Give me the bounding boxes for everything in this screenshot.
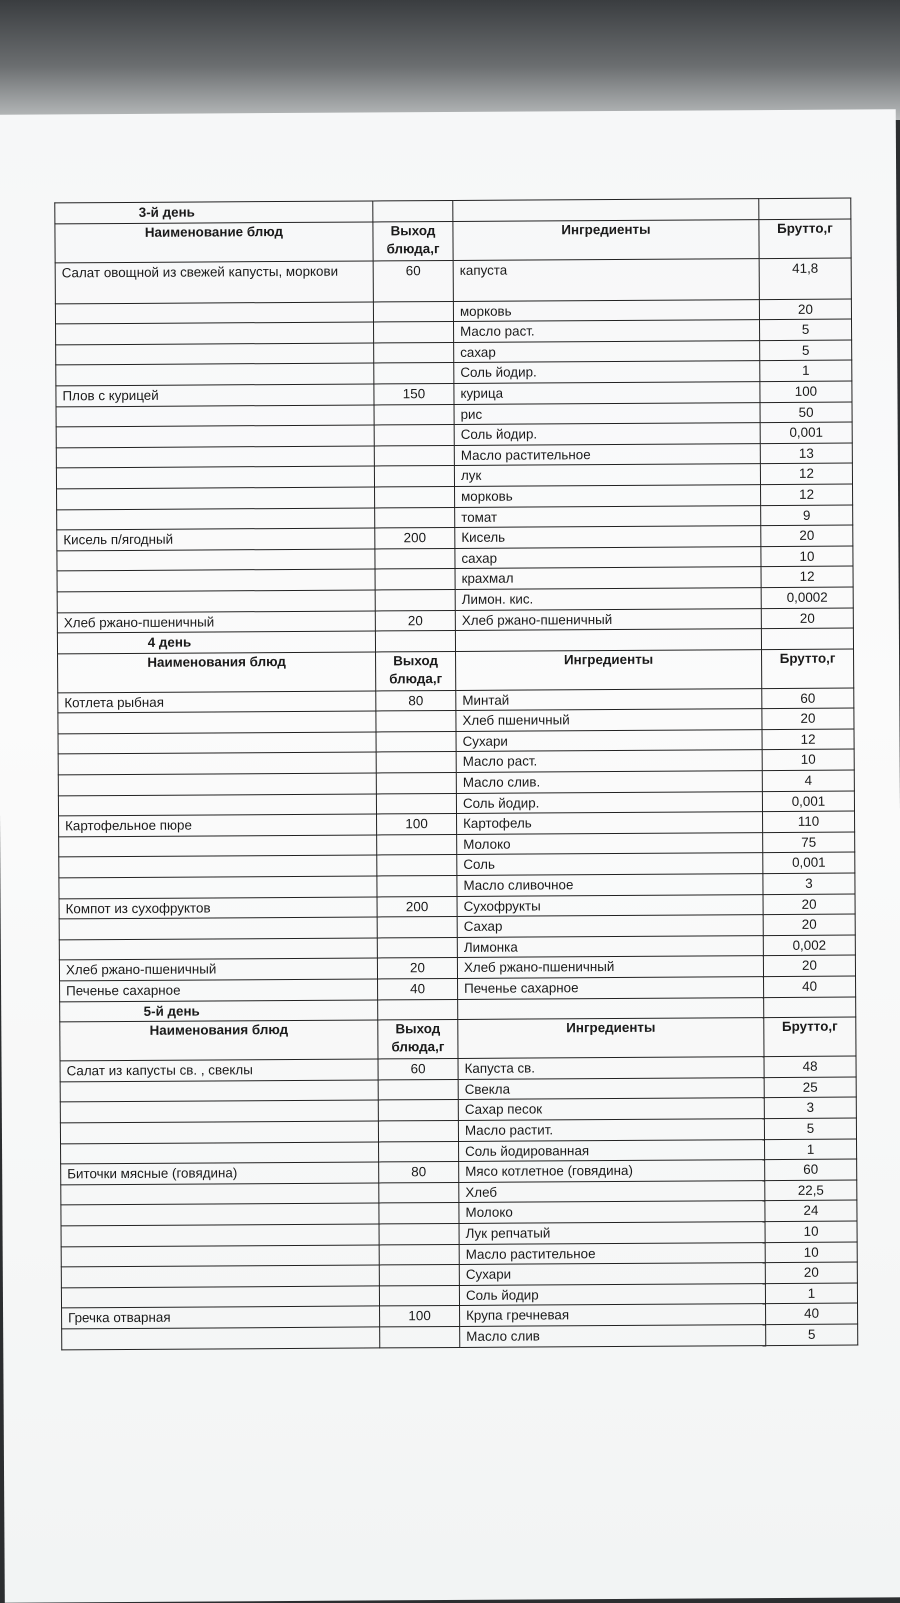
- empty-cell: [453, 199, 759, 221]
- ingredient-brutto: 5: [764, 1118, 856, 1139]
- ingredient-brutto: 10: [762, 749, 854, 770]
- ingredient-name: Соль йодир.: [454, 361, 760, 383]
- ingredient-brutto: 41,8: [759, 258, 851, 300]
- day-title: 5-й день: [60, 1000, 378, 1023]
- ingredient-name: Соль йодир.: [456, 791, 762, 813]
- dish-yield: 20: [377, 958, 457, 979]
- dish-yield: 100: [377, 814, 457, 835]
- dish-name: [61, 1244, 379, 1267]
- ingredient-brutto: 100: [760, 381, 852, 402]
- ingredient-brutto: 0,001: [763, 852, 855, 873]
- ingredient-brutto: 20: [763, 914, 855, 935]
- dish-name: [61, 1224, 379, 1247]
- ingredient-brutto: 12: [761, 484, 853, 505]
- ingredient-name: Хлеб ржано-пшеничный: [457, 956, 763, 978]
- ingredient-name: лук: [454, 464, 760, 486]
- ingredient-brutto: 40: [766, 1303, 858, 1324]
- ingredient-name: Соль: [457, 853, 763, 875]
- dish-name: [58, 711, 376, 734]
- ingredient-name: Хлеб: [459, 1180, 765, 1202]
- ingredient-name: Картофель: [457, 812, 763, 834]
- ingredient-name: курица: [454, 382, 760, 404]
- dish-yield: [375, 507, 455, 528]
- dish-name: [59, 876, 377, 899]
- dish-yield: 20: [375, 610, 455, 631]
- ingredient-name: морковь: [453, 299, 759, 321]
- ingredient-name: Сахар: [457, 915, 763, 937]
- dish-name: [61, 1265, 379, 1288]
- dish-yield: 80: [379, 1162, 459, 1183]
- header-brutto: Брутто,г: [762, 649, 854, 689]
- ingredient-name: Лимонка: [457, 935, 763, 957]
- dish-name: [56, 343, 374, 366]
- menu-table: [54, 198, 858, 1350]
- ingredient-name: Хлеб пшеничный: [456, 709, 762, 731]
- ingredient-name: Сухофрукты: [457, 894, 763, 916]
- header-brutto: Брутто,г: [759, 219, 851, 259]
- ingredient-brutto: 10: [761, 546, 853, 567]
- ingredient-brutto: 24: [765, 1200, 857, 1221]
- dish-yield: [378, 1120, 458, 1141]
- ingredient-brutto: 20: [763, 955, 855, 976]
- ingredient-brutto: 0,002: [763, 935, 855, 956]
- dish-yield: 150: [374, 383, 454, 404]
- day-title: 3-й день: [55, 201, 373, 224]
- dish-yield: [379, 1244, 459, 1265]
- dish-yield: [378, 1100, 458, 1121]
- header-dish: Наименования блюд: [58, 652, 376, 693]
- ingredient-brutto: 5: [760, 340, 852, 361]
- ingredient-name: Молоко: [457, 832, 763, 854]
- dish-name: Салат из капусты св. , свеклы: [60, 1059, 378, 1082]
- dish-yield: [376, 773, 456, 794]
- ingredient-brutto: 3: [764, 1097, 856, 1118]
- dish-name: [62, 1327, 380, 1350]
- dish-yield: [375, 548, 455, 569]
- ingredient-brutto: 20: [761, 608, 853, 629]
- dish-yield: [375, 589, 455, 610]
- ingredient-name: Соль йодированная: [459, 1139, 765, 1161]
- dish-name: Плов с курицей: [56, 384, 374, 407]
- header-yield: Выход блюда,г: [376, 651, 456, 690]
- dish-name: [56, 322, 374, 345]
- dish-yield: [379, 1203, 459, 1224]
- empty-cell: [378, 999, 458, 1020]
- ingredient-name: Масло растительное: [454, 443, 760, 465]
- dish-yield: [380, 1326, 460, 1347]
- dish-name: Картофельное пюре: [59, 814, 377, 837]
- dish-name: [57, 590, 375, 613]
- ingredient-name: Сахар песок: [458, 1098, 764, 1120]
- ingredient-name: Минтай: [456, 688, 762, 710]
- dish-name: [58, 732, 376, 755]
- dish-name: [56, 363, 374, 386]
- ingredient-name: Соль йодир.: [454, 423, 760, 445]
- header-dish: Наименования блюд: [60, 1020, 378, 1061]
- ingredient-name: Сухари: [456, 729, 762, 751]
- dish-yield: [373, 301, 453, 322]
- header-dish: Наименование блюд: [55, 222, 373, 263]
- dish-name: [56, 425, 374, 448]
- ingredient-name: капуста: [453, 258, 759, 301]
- dish-yield: [374, 342, 454, 363]
- empty-cell: [373, 200, 453, 221]
- ingredient-brutto: 1: [765, 1283, 857, 1304]
- ingredient-brutto: 0,001: [760, 422, 852, 443]
- ingredient-name: Масло раст.: [456, 750, 762, 772]
- ingredient-brutto: 3: [763, 873, 855, 894]
- ingredient-name: Масло слив: [460, 1324, 766, 1346]
- ingredient-brutto: 60: [762, 688, 854, 709]
- ingredient-name: Кисель: [455, 526, 761, 548]
- ingredient-name: морковь: [455, 485, 761, 507]
- ingredient-brutto: 4: [762, 770, 854, 791]
- dish-name: [60, 1080, 378, 1103]
- ingredient-name: сахар: [455, 546, 761, 568]
- dish-name: [61, 1142, 379, 1165]
- dish-yield: [374, 425, 454, 446]
- dish-name: [59, 938, 377, 961]
- ingredient-brutto: 50: [760, 402, 852, 423]
- dish-yield: [376, 731, 456, 752]
- ingredient-name: Свекла: [458, 1077, 764, 1099]
- dish-yield: [376, 793, 456, 814]
- ingredient-brutto: 20: [765, 1262, 857, 1283]
- dish-yield: [377, 937, 457, 958]
- header-ingredients: Ингредиенты: [458, 1018, 764, 1059]
- header-ingredients: Ингредиенты: [456, 649, 762, 690]
- ingredient-brutto: 22,5: [765, 1180, 857, 1201]
- ingredient-name: Хлеб ржано-пшеничный: [455, 608, 761, 630]
- dish-yield: [374, 404, 454, 425]
- empty-cell: [455, 629, 761, 651]
- dish-name: [58, 773, 376, 796]
- dish-name: [60, 1100, 378, 1123]
- ingredient-brutto: 1: [765, 1139, 857, 1160]
- empty-cell: [458, 997, 764, 1019]
- dish-yield: [375, 486, 455, 507]
- ingredient-name: Лимон. кис.: [455, 588, 761, 610]
- ingredient-brutto: 9: [761, 505, 853, 526]
- ingredient-brutto: 12: [760, 463, 852, 484]
- ingredient-name: Сухари: [459, 1263, 765, 1285]
- dish-yield: 100: [380, 1306, 460, 1327]
- ingredient-name: Масло слив.: [456, 771, 762, 793]
- dish-yield: 60: [373, 260, 453, 301]
- header-row: [60, 1017, 856, 1061]
- dish-yield: 40: [378, 978, 458, 999]
- dish-name: [60, 1121, 378, 1144]
- header-row: [58, 649, 854, 693]
- ingredient-brutto: 10: [765, 1242, 857, 1263]
- dish-name: [59, 835, 377, 858]
- ingredient-brutto: 20: [763, 894, 855, 915]
- dish-name: [57, 507, 375, 530]
- dish-name: Биточки мясные (говядина): [61, 1162, 379, 1185]
- ingredient-brutto: 0,0002: [761, 587, 853, 608]
- ingredient-brutto: 40: [764, 976, 856, 997]
- ingredient-brutto: 20: [759, 299, 851, 320]
- ingredient-brutto: 110: [763, 811, 855, 832]
- dish-yield: 200: [375, 528, 455, 549]
- dish-yield: [376, 752, 456, 773]
- header-yield: Выход блюда,г: [378, 1020, 458, 1059]
- ingredient-name: Мясо котлетное (говядина): [459, 1160, 765, 1182]
- dish-name: [58, 752, 376, 775]
- ingredient-brutto: 10: [765, 1221, 857, 1242]
- dish-name: [56, 466, 374, 489]
- background-surface: [0, 0, 900, 120]
- ingredient-brutto: 20: [761, 525, 853, 546]
- dish-name: Котлета рыбная: [58, 691, 376, 714]
- table-row: [55, 258, 851, 304]
- dish-name: [57, 487, 375, 510]
- dish-name: [57, 549, 375, 572]
- ingredient-brutto: 48: [764, 1056, 856, 1077]
- dish-yield: [379, 1141, 459, 1162]
- header-yield: Выход блюда,г: [373, 221, 453, 260]
- dish-name: [57, 569, 375, 592]
- dish-yield: [377, 875, 457, 896]
- dish-name: [56, 446, 374, 469]
- ingredient-name: Масло раст.: [454, 320, 760, 342]
- dish-yield: 80: [376, 690, 456, 711]
- ingredient-name: Масло растит.: [458, 1119, 764, 1141]
- dish-yield: [375, 569, 455, 590]
- header-ingredients: Ингредиенты: [453, 219, 759, 260]
- ingredient-brutto: 13: [760, 443, 852, 464]
- ingredient-brutto: 25: [764, 1077, 856, 1098]
- ingredient-brutto: 5: [759, 319, 851, 340]
- ingredient-name: Печенье сахарное: [458, 977, 764, 999]
- dish-yield: [377, 917, 457, 938]
- dish-name: [56, 405, 374, 428]
- dish-yield: 60: [378, 1059, 458, 1080]
- empty-cell: [375, 631, 455, 652]
- dish-yield: [379, 1182, 459, 1203]
- ingredient-brutto: 5: [766, 1324, 858, 1345]
- dish-yield: 200: [377, 896, 457, 917]
- dish-yield: [374, 445, 454, 466]
- dish-yield: [376, 711, 456, 732]
- ingredient-brutto: 12: [761, 566, 853, 587]
- dish-name: Компот из сухофруктов: [59, 897, 377, 920]
- header-row: [55, 219, 851, 263]
- document-page: [0, 109, 900, 1602]
- dish-yield: [379, 1265, 459, 1286]
- ingredient-brutto: 60: [765, 1159, 857, 1180]
- dish-name: [59, 917, 377, 940]
- ingredient-name: Масло сливочное: [457, 874, 763, 896]
- dish-yield: [374, 363, 454, 384]
- dish-name: [55, 302, 373, 325]
- dish-name: [61, 1203, 379, 1226]
- ingredient-brutto: 75: [763, 832, 855, 853]
- ingredient-name: томат: [455, 505, 761, 527]
- dish-yield: [377, 834, 457, 855]
- ingredient-brutto: 0,001: [762, 791, 854, 812]
- dish-name: Хлеб ржано-пшеничный: [57, 610, 375, 633]
- dish-name: Хлеб ржано-пшеничный: [59, 958, 377, 981]
- table-row: [62, 1324, 858, 1349]
- empty-cell: [764, 997, 856, 1018]
- dish-name: [61, 1286, 379, 1309]
- empty-cell: [759, 198, 851, 219]
- ingredient-name: крахмал: [455, 567, 761, 589]
- dish-name: Печенье сахарное: [60, 979, 378, 1002]
- ingredient-brutto: 20: [762, 708, 854, 729]
- dish-yield: [379, 1223, 459, 1244]
- dish-name: Кисель п/ягодный: [57, 528, 375, 551]
- dish-yield: [379, 1285, 459, 1306]
- empty-cell: [761, 628, 853, 649]
- ingredient-name: Капуста св.: [458, 1057, 764, 1079]
- ingredient-name: Масло растительное: [459, 1242, 765, 1264]
- header-brutto: Брутто,г: [764, 1017, 856, 1057]
- ingredient-name: Крупа гречневая: [460, 1304, 766, 1326]
- dish-name: Гречка отварная: [62, 1306, 380, 1329]
- ingredient-name: рис: [454, 402, 760, 424]
- dish-name: [61, 1183, 379, 1206]
- dish-name: [58, 794, 376, 817]
- dish-yield: [374, 466, 454, 487]
- ingredient-brutto: 12: [762, 729, 854, 750]
- ingredient-name: Молоко: [459, 1201, 765, 1223]
- dish-yield: [374, 322, 454, 343]
- dish-yield: [377, 855, 457, 876]
- ingredient-brutto: 1: [760, 360, 852, 381]
- ingredient-name: Лук репчатый: [459, 1222, 765, 1244]
- day-title: 4 день: [57, 631, 375, 654]
- dish-name: [59, 855, 377, 878]
- dish-name: Салат овощной из свежей капусты, моркови: [55, 261, 373, 304]
- dish-yield: [378, 1079, 458, 1100]
- ingredient-name: Соль йодир: [459, 1283, 765, 1305]
- ingredient-name: сахар: [454, 340, 760, 362]
